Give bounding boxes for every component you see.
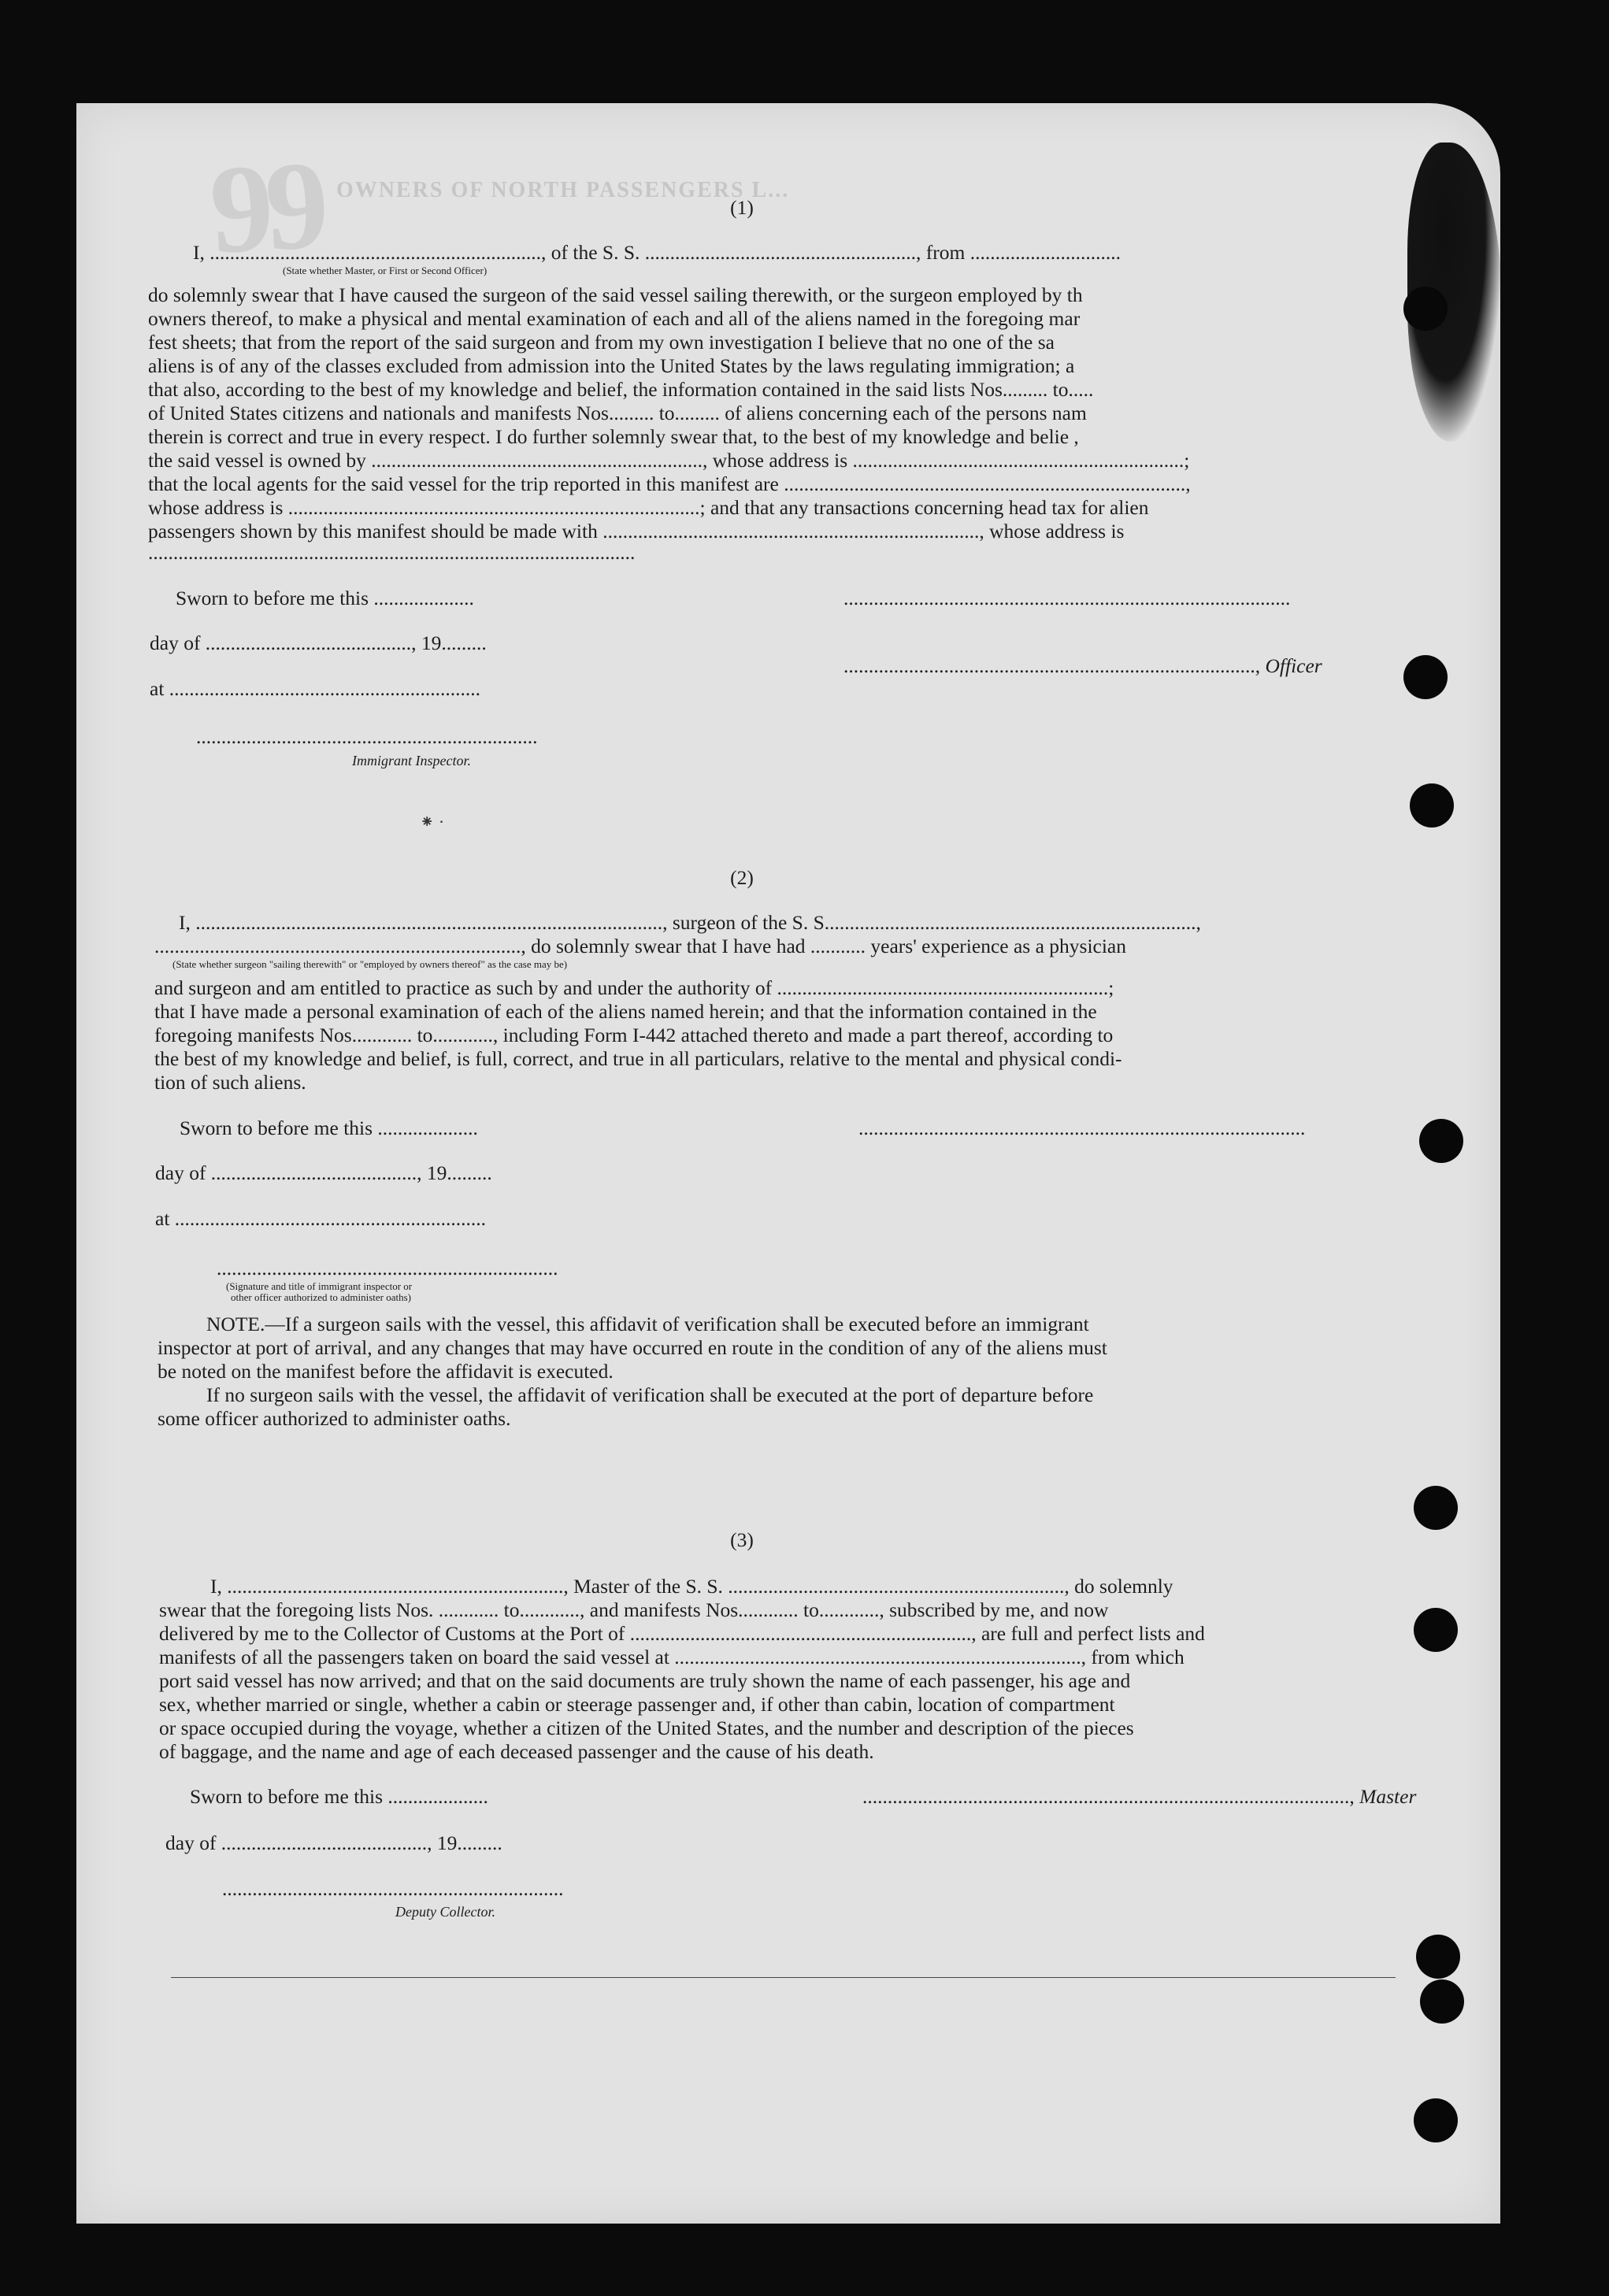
- punch-hole: [1403, 655, 1448, 699]
- s1-line-11: whose address is ..................................................................................; and that any transactions concerning head tax for alien: [148, 496, 1149, 519]
- manifest-page: [76, 103, 1500, 2224]
- s1-line-4: fest sheets; that from the report of the said surgeon and from my own investigation I believe that no one of the sa: [148, 331, 1055, 354]
- s1-officer-line: .................................................................................., Officer: [843, 654, 1322, 677]
- s2-sigtitle-1: (Signature and title of immigrant inspector or: [226, 1280, 413, 1292]
- s1-officer-label: Officer: [1265, 654, 1322, 677]
- punch-hole: [1410, 783, 1454, 828]
- punch-hole: [1403, 287, 1448, 331]
- s1-sworn: Sworn to before me this ....................: [176, 587, 474, 609]
- faded-header-text: OWNERS OF NORTH PASSENGERS L...: [336, 178, 790, 202]
- s1-officer-note: (State whether Master, or First or Second Officer): [283, 265, 488, 276]
- s2-line-5: foregoing manifests Nos............ to............, including Form I-442 attached thereto and made a part thereof, according to: [154, 1024, 1114, 1046]
- s2-line-3: and surgeon and am entitled to practice as such by and under the authority of ..................................................................;: [154, 976, 1114, 999]
- s1-line-7: of United States citizens and nationals and manifests Nos......... to......... of aliens concerning each of the persons nam: [148, 402, 1087, 424]
- s1-line-1: I, .................................................................., of the S. S. ......................................................, from ..............................: [193, 241, 1121, 264]
- s1-inspector-sigline: ....................................................................: [196, 725, 538, 748]
- s2-sigtitle-2: other officer authorized to administer oaths): [231, 1291, 411, 1303]
- s2-at: at ..............................................................: [155, 1207, 487, 1230]
- s3-sworn: Sworn to before me this ....................: [190, 1785, 488, 1808]
- s1-line-3: owners thereof, to make a physical and mental examination of each and all of the aliens named in the foregoing mar: [148, 307, 1081, 330]
- s1-line-6: that also, according to the best of my knowledge and belief, the information contained in the said lists Nos......... to.....: [148, 378, 1094, 401]
- s1-line-10: that the local agents for the said vessel for the trip reported in this manifest are ................................................................................,: [148, 472, 1191, 495]
- punch-hole: [1420, 1979, 1464, 2024]
- s3-line-6: sex, whether married or single, whether a cabin or steerage passenger and, if other than cabin, location of compartment: [159, 1693, 1115, 1716]
- s3-line-7: or space occupied during the voyage, whether a citizen of the United States, and the number and description of the pieces: [159, 1716, 1134, 1739]
- s2-note-line-1: NOTE.—If a surgeon sails with the vessel, this affidavit of verification shall be executed before an immigrant: [206, 1313, 1089, 1335]
- punch-hole: [1414, 1608, 1458, 1652]
- s2-line-4: that I have made a personal examination of each of the aliens named herein; and that the information contained in the: [154, 1000, 1097, 1023]
- s3-line-2: swear that the foregoing lists Nos. ............ to............, and manifests Nos............ to............, subscribed by me, and now: [159, 1598, 1109, 1621]
- s1-line-2: do solemnly swear that I have caused the surgeon of the said vessel sailing therewith, or the surgeon employed by th: [148, 283, 1083, 306]
- s1-line-9: the said vessel is owned by .................................................................., whose address is ..................................................................;: [148, 449, 1190, 472]
- section-2-number: (2): [730, 866, 754, 889]
- s2-note-line-2: inspector at port of arrival, and any changes that may have occurred en route in the condition of any of the aliens must: [158, 1336, 1107, 1359]
- s3-line-8: of baggage, and the name and age of each deceased passenger and the cause of his death.: [159, 1740, 874, 1763]
- punch-hole: [1419, 1119, 1463, 1163]
- s3-line-3: delivered by me to the Collector of Customs at the Port of ...................................................................., are full and perfect lists and: [159, 1622, 1205, 1645]
- punch-hole: [1414, 1486, 1458, 1530]
- bottom-rule: [171, 1977, 1396, 1978]
- s2-note-line-4: If no surgeon sails with the vessel, the affidavit of verification shall be executed at the port of departure before: [206, 1383, 1094, 1406]
- s2-note-line-5: some officer authorized to administer oaths.: [158, 1407, 511, 1430]
- s2-line-6: the best of my knowledge and belief, is full, correct, and true in all particulars, relative to the mental and physical condi-: [154, 1047, 1122, 1070]
- s2-line-7: tion of such aliens.: [154, 1071, 306, 1094]
- punch-hole: [1416, 1935, 1460, 1979]
- section-3-number: (3): [730, 1528, 754, 1551]
- s1-line-12: passengers shown by this manifest should be made with ..........................................................................., whose address is: [148, 520, 1125, 543]
- s3-collector-label: Deputy Collector.: [395, 1904, 495, 1920]
- s1-line-5: aliens is of any of the classes excluded from admission into the United States by the laws regulating immigration; a: [148, 354, 1075, 377]
- s1-signature-line: .........................................................................................: [843, 587, 1291, 609]
- s2-day-of: day of ........................................., 19.........: [155, 1161, 492, 1184]
- punch-hole: [1414, 2098, 1458, 2142]
- s2-line-1: I, ............................................................................................., surgeon of the S. S..........................................................................,: [179, 911, 1201, 934]
- s3-line-4: manifests of all the passengers taken on board the said vessel at ................................................................................., from which: [159, 1646, 1185, 1668]
- s2-note-line-3: be noted on the manifest before the affidavit is executed.: [158, 1360, 614, 1383]
- faded-stamp-number: 99: [206, 134, 324, 280]
- s1-line-13: .................................................................................................: [148, 541, 636, 564]
- s2-inspector-sigline: ....................................................................: [217, 1257, 558, 1279]
- s3-collector-sigline: ....................................................................: [222, 1877, 564, 1900]
- s2-sworn: Sworn to before me this ....................: [180, 1117, 478, 1139]
- s1-at: at ..............................................................: [150, 677, 481, 700]
- s3-line-1: I, ..................................................................., Master of the S. S. ..................................................................., do solemnly: [210, 1575, 1173, 1598]
- ink-speck: ⁕ ·: [420, 812, 445, 831]
- s2-line-2: ........................................................................., do solemnly swear that I have had ........... years' experience as a physician: [154, 935, 1126, 957]
- s3-day-of: day of ........................................., 19.........: [165, 1831, 502, 1854]
- s1-day-of: day of ........................................., 19.........: [150, 631, 487, 654]
- s3-master-label: Master: [1359, 1785, 1417, 1808]
- s3-line-5: port said vessel has now arrived; and that on the said documents are truly shown the name of each passenger, his age and: [159, 1669, 1131, 1692]
- s1-line-8: therein is correct and true in every respect. I do further solemnly swear that, to the best of my knowledge and belie ,: [148, 425, 1079, 448]
- s2-surgeon-note: (State whether surgeon "sailing therewith" or "employed by owners thereof" as the case may be): [172, 958, 568, 970]
- s1-inspector-label: Immigrant Inspector.: [352, 753, 471, 768]
- section-1-number: (1): [730, 196, 754, 219]
- s2-signature-line: .........................................................................................: [858, 1117, 1306, 1139]
- s3-master-line: ................................................................................................., Master: [862, 1785, 1417, 1808]
